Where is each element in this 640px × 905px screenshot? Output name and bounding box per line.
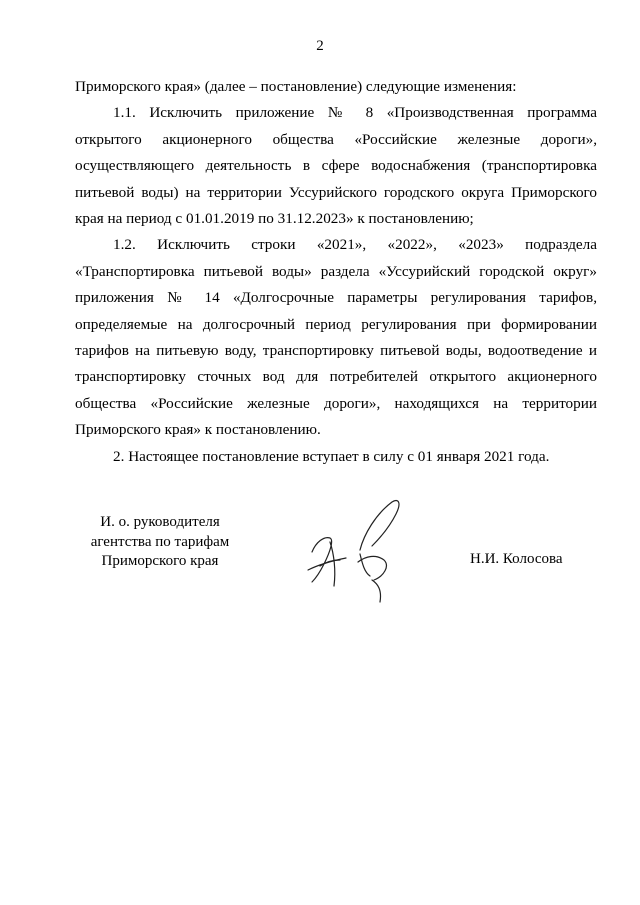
paragraph-intro: Приморского края» (далее – постановление) следующие изменения:	[75, 78, 517, 95]
page-number: 2	[316, 38, 324, 54]
document-body	[75, 74, 597, 470]
signatory-name: Н.И. Колосова	[470, 551, 563, 567]
paragraph-item-1-2: 1.2. Исключить строки «2021», «2022», «2023» подраздела «Транспортировка питьевой воды» раздела «Уссурийский городской округ» приложения № 14 «Долгосрочные параметры регулирования тарифов, определяемые на долгосрочный период регулирования при формировании тарифов на питьевую воду, транспортировку питьевой воды, водоотведение и транспортировку сточных вод для потребителей открытого акционерного общества «Российские железные дороги», находящихся на территории Приморского края» к постановлению.	[75, 236, 597, 439]
position-line-3: Приморского края	[101, 553, 219, 569]
position-line-1: И. о. руководителя	[100, 514, 220, 530]
signatory-position	[70, 513, 250, 572]
position-line-2: агентства по тарифам	[90, 533, 230, 550]
paragraph-item-1-1: 1.1. Исключить приложение № 8 «Производственная программа открытого акционерного общества «Российские железные дороги», осуществляющего деятельность в сфере водоснабжения (транспортировка питьевой воды) на территории Уссурийского городского округа Приморского края на период с 01.01.2019 по 31.12.2023» к постановлению;	[75, 104, 597, 228]
paragraph-item-2: 2. Настоящее постановление вступает в силу с 01 января 2021 года.	[113, 447, 550, 465]
handwritten-signature	[300, 490, 420, 610]
